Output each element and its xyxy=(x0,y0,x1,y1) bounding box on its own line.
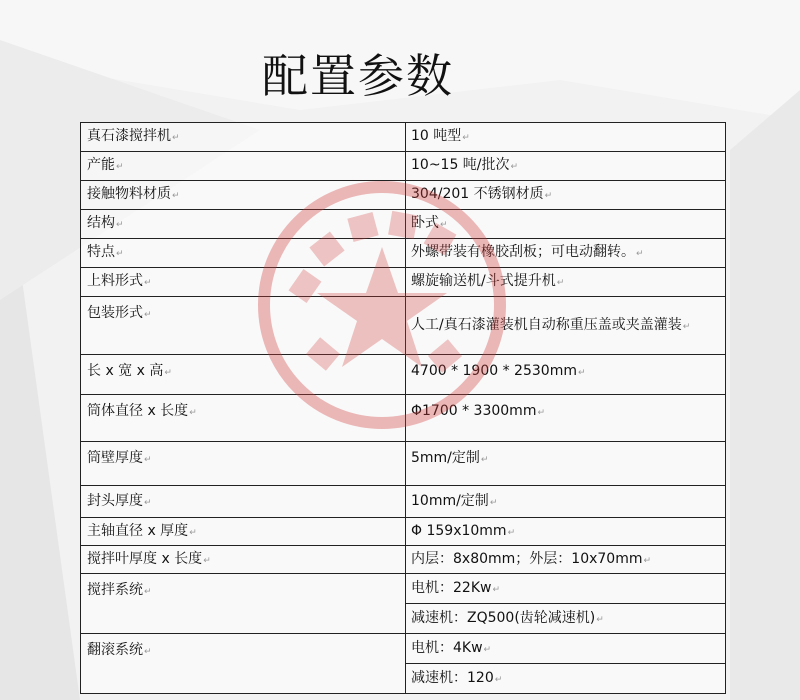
table-row xyxy=(81,268,726,297)
spec-label: 封头厚度↵ xyxy=(81,486,406,518)
table-row xyxy=(81,442,726,486)
spec-value: 人工/真石漆灌装机自动称重压盖或夹盖灌装↵ xyxy=(406,297,726,355)
spec-label: 搅拌叶厚度 x 长度↵ xyxy=(81,546,406,574)
table-row xyxy=(81,486,726,518)
table-row xyxy=(81,239,726,268)
spec-value: 减速机：ZQ500(齿轮减速机)↵ xyxy=(406,604,726,634)
table-row xyxy=(81,546,726,574)
spec-label: 接触物料材质↵ xyxy=(81,181,406,210)
spec-value: 10 吨型↵ xyxy=(406,123,726,152)
spec-label: 翻滚系统↵ xyxy=(81,634,406,694)
spec-value: Φ 159x10mm↵ xyxy=(406,518,726,546)
table-row xyxy=(81,395,726,442)
spec-value: 304/201 不锈钢材质↵ xyxy=(406,181,726,210)
table-row xyxy=(81,152,726,181)
table-row xyxy=(81,123,726,152)
spec-label: 真石漆搅拌机↵ xyxy=(81,123,406,152)
spec-value: 10mm/定制↵ xyxy=(406,486,726,518)
spec-value: 电机：22Kw↵ xyxy=(406,574,726,604)
table-row xyxy=(81,181,726,210)
spec-value: 螺旋输送机/斗式提升机↵ xyxy=(406,268,726,297)
table-row xyxy=(81,355,726,395)
spec-label: 筒壁厚度↵ xyxy=(81,442,406,486)
spec-table xyxy=(80,122,726,694)
spec-label: 结构↵ xyxy=(81,210,406,239)
spec-label: 特点↵ xyxy=(81,239,406,268)
table-row xyxy=(81,634,726,664)
spec-value: 减速机：120↵ xyxy=(406,664,726,694)
spec-value: 内层：8x80mm；外层：10x70mm↵ xyxy=(406,546,726,574)
spec-value: Φ1700 * 3300mm↵ xyxy=(406,395,726,442)
spec-label: 上料形式↵ xyxy=(81,268,406,297)
table-row xyxy=(81,297,726,355)
spec-value: 4700 * 1900 * 2530mm↵ xyxy=(406,355,726,395)
spec-value: 电机：4Kw↵ xyxy=(406,634,726,664)
spec-label: 筒体直径 x 长度↵ xyxy=(81,395,406,442)
spec-label: 包装形式↵ xyxy=(81,297,406,355)
spec-value: 5mm/定制↵ xyxy=(406,442,726,486)
table-row xyxy=(81,574,726,604)
spec-value: 10~15 吨/批次↵ xyxy=(406,152,726,181)
spec-label: 搅拌系统↵ xyxy=(81,574,406,634)
table-row xyxy=(81,210,726,239)
spec-value: 卧式↵ xyxy=(406,210,726,239)
spec-value: 外螺带装有橡胶刮板；可电动翻转。↵ xyxy=(406,239,726,268)
page-title: 配置参数 xyxy=(262,49,454,103)
spec-label: 产能↵ xyxy=(81,152,406,181)
table-row xyxy=(81,518,726,546)
spec-label: 主轴直径 x 厚度↵ xyxy=(81,518,406,546)
spec-label: 长 x 宽 x 高↵ xyxy=(81,355,406,395)
